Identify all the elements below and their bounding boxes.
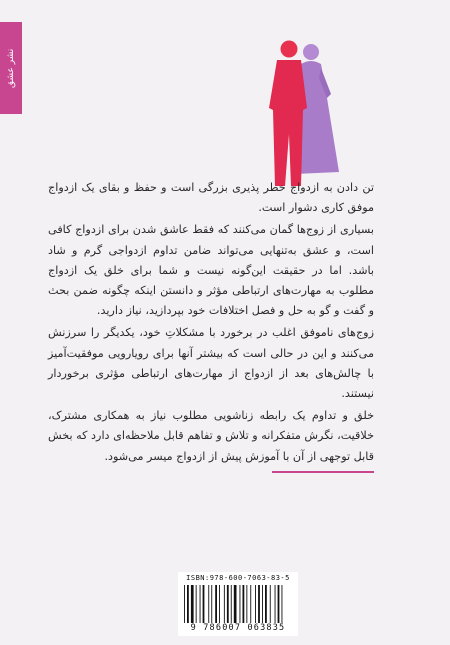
- couple-silhouette-illustration: [255, 38, 350, 188]
- blurb-paragraph-1: تن دادن به ازدواج خطر پذیری بزرگی است و حفظ و بقای یک ازدواج موفق کاری دشوار است.: [48, 181, 374, 215]
- isbn-barcode: [178, 572, 298, 636]
- publisher-logo: نشر عشق: [6, 48, 16, 88]
- man-silhouette-icon: [269, 41, 307, 187]
- blurb-paragraph-3: زوج‌های ناموفق اغلب در برخورد با مشکلاتِ خود، یکدیگر را سرزنش می‌کنند و این در حالی است که بیشتر آنها برای رویارویی موفقیت‌آمیز با چالش‌های بعد از ازدواج از مهارت‌های ارتباطی مؤثری برخوردار نیستند.: [48, 326, 374, 401]
- barcode-digits: 9 786007 063835: [190, 623, 286, 633]
- accent-divider: [272, 471, 374, 473]
- blurb-paragraph-2: بسیاری از زوج‌ها گمان می‌کنند که فقط عاشق شدن برای ازدواج کافی است، و عشق به‌تنهایی می‌تواند ضامن تداوم ازدواجی گرم و شاد باشد. اما در حقیقت این‌گونه نیست و شما برای خلق یک ازدواج مطلوب به مهارت‌های ارتباطی مؤثر و دانستن اینکه چگونه ضمن بحث و گفت و گو به حل و فصل اختلافات خود بپردازید، نیاز دارید.: [48, 223, 374, 318]
- isbn-label: ISBN:978-600-7063-83-5: [186, 574, 290, 582]
- barcode-bars-icon: [184, 585, 292, 623]
- back-cover-blurb: [48, 178, 374, 473]
- spine-tab: [0, 22, 22, 114]
- blurb-paragraph-4: خلق و تداوم یک رابطه زناشویی مطلوب نیاز به همکاری مشترک، خلاقیت، نگرش متفکرانه و تلاش و تفاهم قابل ملاحظه‌ای دارد که بخش قابل توجهی از آن با آموزش پیش از ازدواج میسر می‌شود.: [48, 409, 374, 463]
